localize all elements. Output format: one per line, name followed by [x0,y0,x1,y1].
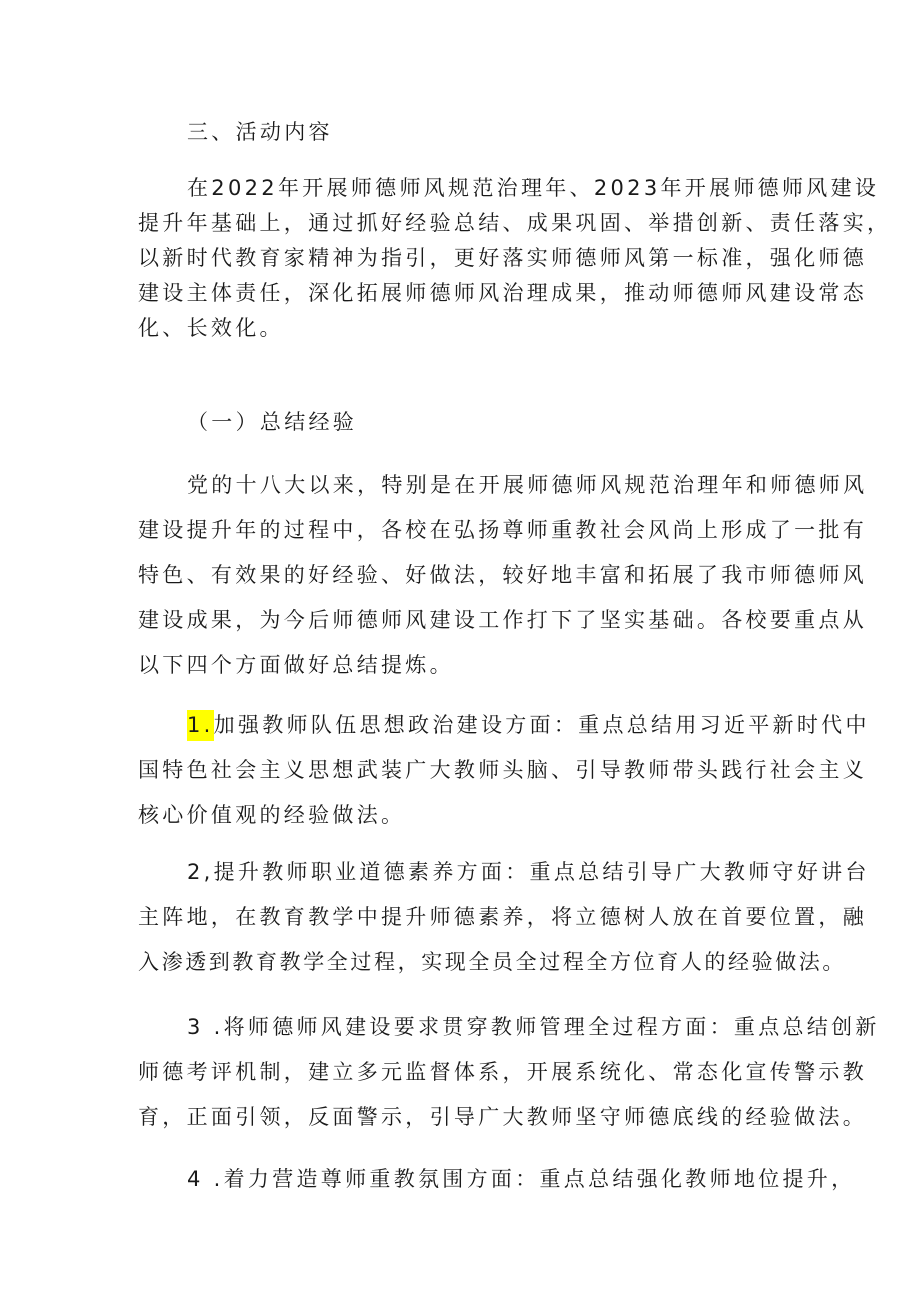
item-3-line-2: 师德考评机制，建立多元监督体系，开展系统化、常态化宣传警示教 [138,1060,867,1084]
intro-line-2: 提升年基础上，通过抓好经验总结、成果巩固、举措创新、责任落实， [138,211,892,235]
subheading: （一）总结经验 [187,410,358,434]
item-1-first-line [187,710,870,740]
item-2-line-3: 入渗透到教育教学全过程，实现全员全过程全方位育人的经验做法。 [138,950,846,974]
intro-line-1: 在2022年开展师德师风规范治理年、2023年开展师德师风建设 [187,176,880,200]
intro-line-5: 化、长效化。 [138,316,284,340]
intro-line-4: 建设主体责任，深化拓展师德师风治理成果，推动师德师风建设常态 [138,281,867,305]
summary-line-5: 以下四个方面做好总结提炼。 [138,653,454,677]
item-4-line-1: 4 .着力营造尊师重教氛围方面：重点总结强化教师地位提升， [187,1167,856,1191]
item-1-line-1-text: 加强教师队伍思想政治建设方面：重点总结用习近平新时代中 [213,713,870,737]
summary-line-2: 建设提升年的过程中，各校在弘扬尊师重教社会风尚上形成了一批有 [138,518,867,542]
summary-line-4: 建设成果，为今后师德师风建设工作打下了坚实基础。各校要重点从 [138,608,867,632]
intro-line-3: 以新时代教育家精神为指引，更好落实师德师风第一标准，强化师德 [138,246,867,270]
item-3-line-1: 3 .将师德师风建设要求贯穿教师管理全过程方面：重点总结创新 [187,1015,880,1039]
summary-line-1: 党的十八大以来，特别是在开展师德师风规范治理年和师德师风 [187,473,868,497]
summary-line-3: 特色、有效果的好经验、好做法，较好地丰富和拓展了我市师德师风 [138,563,867,587]
item-2-line-2: 主阵地，在教育教学中提升师德素养，将立德树人放在首要位置，融 [138,905,867,929]
item-1-line-2: 国特色社会主义思想武装广大教师头脑、引导教师带头践行社会主义 [138,758,867,782]
item-2-line-1: 2,提升教师职业道德素养方面：重点总结引导广大教师守好讲台 [187,860,870,884]
item-1-number-highlight: 1. [187,710,214,741]
section-heading: 三、活动内容 [187,120,333,144]
item-3-line-3: 育，正面引领，反面警示，引导广大教师坚守师德底线的经验做法。 [138,1105,867,1129]
item-1-line-3: 核心价值观的经验做法。 [138,803,406,827]
